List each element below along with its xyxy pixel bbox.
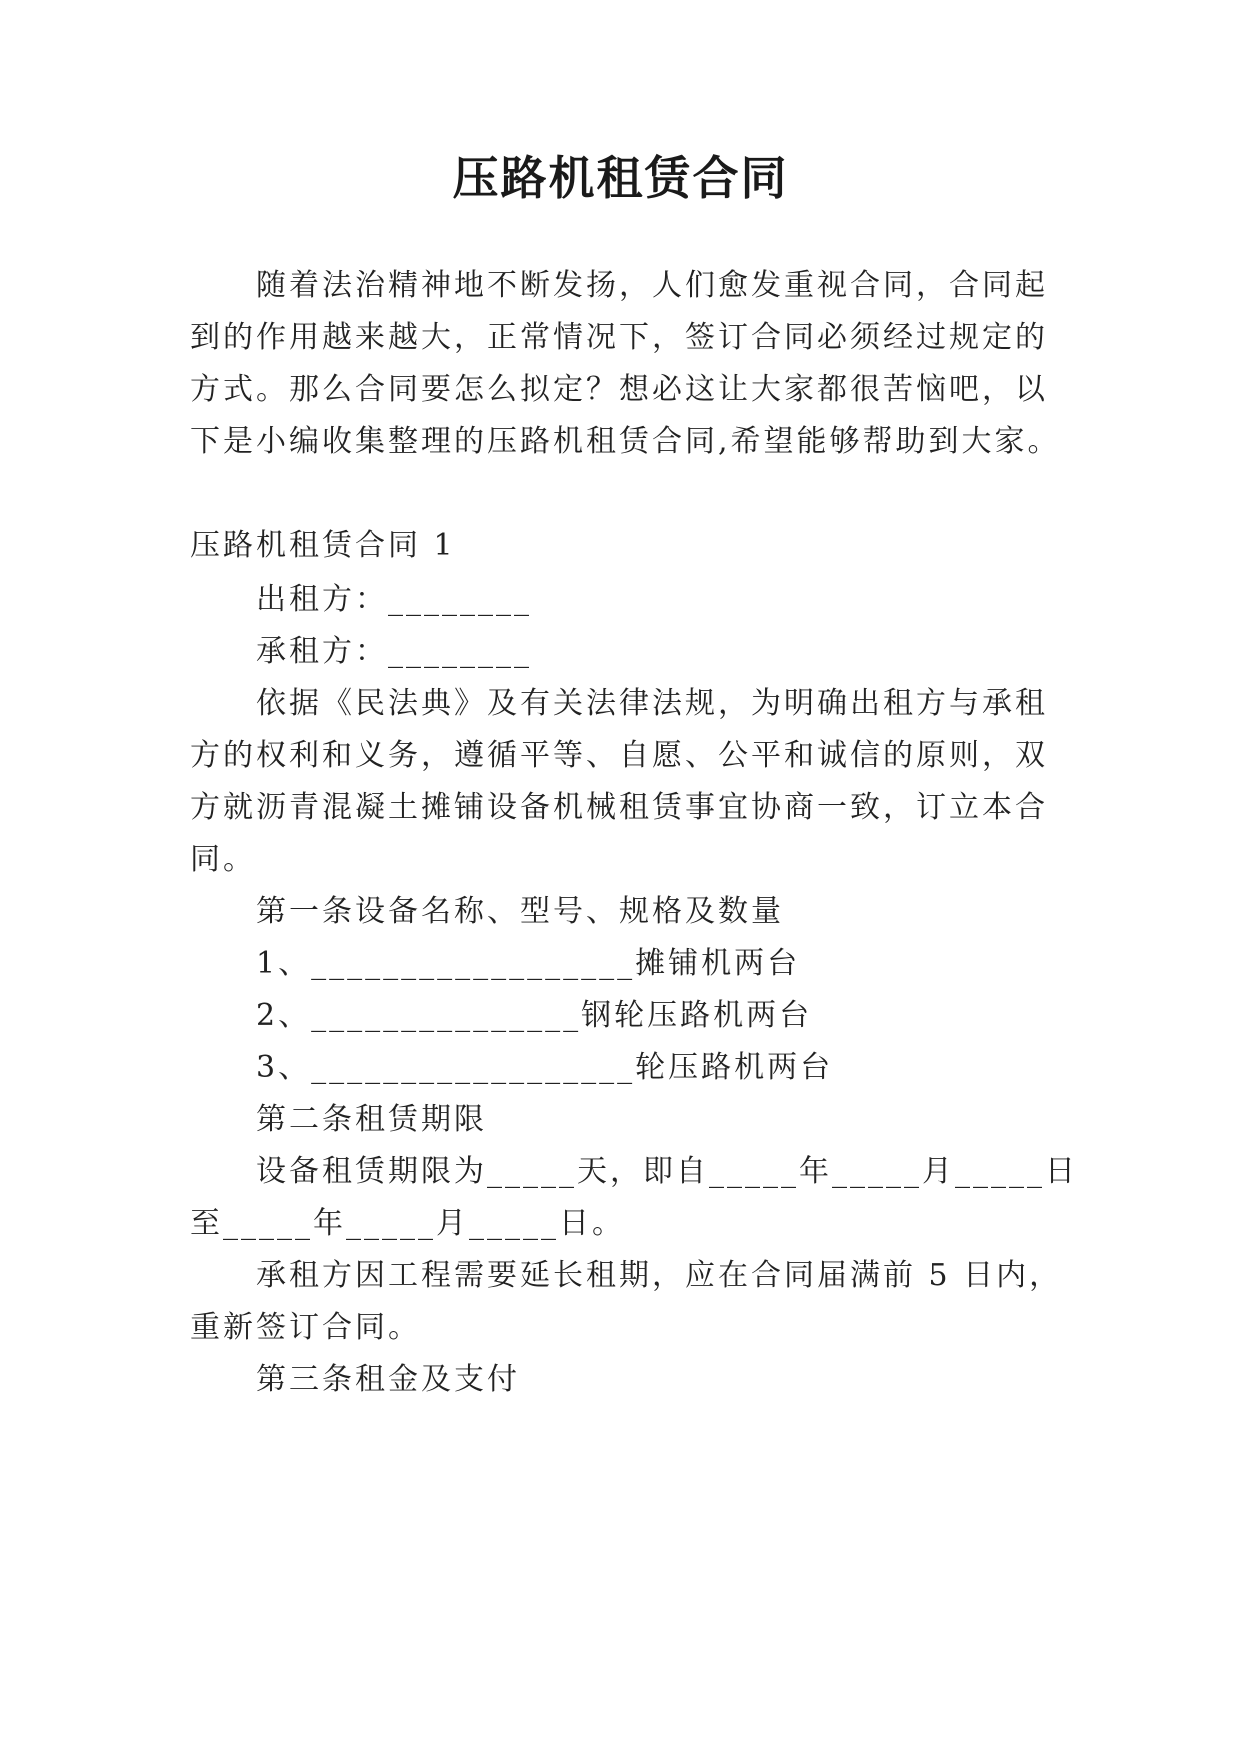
article1-item: 2、_______________钢轮压路机两台 <box>256 998 813 1033</box>
article2-extension-line: 重新签订合同。 <box>190 1310 421 1345</box>
section-heading: 压路机租赁合同 1 <box>190 528 456 563</box>
preamble-line: 方的权利和义务，遵循平等、自愿、公平和诚信的原则，双 <box>190 738 1048 773</box>
intro-line: 随着法治精神地不断发扬，人们愈发重视合同，合同起 <box>256 268 1048 303</box>
article2-heading: 第二条租赁期限 <box>256 1102 487 1137</box>
preamble-line: 方就沥青混凝土摊铺设备机械租赁事宜协商一致，订立本合 <box>190 790 1048 825</box>
article2-extension-line: 承租方因工程需要延长租期，应在合同届满前 5 日内， <box>256 1258 1063 1293</box>
preamble-line: 同。 <box>190 842 256 877</box>
article1-item: 3、__________________轮压路机两台 <box>256 1050 834 1085</box>
article3-heading: 第三条租金及支付 <box>256 1362 520 1397</box>
article1-heading: 第一条设备名称、型号、规格及数量 <box>256 894 784 929</box>
article2-period-line: 至_____年_____月_____日。 <box>190 1206 625 1241</box>
intro-line: 到的作用越来越大，正常情况下，签订合同必须经过规定的 <box>190 320 1048 355</box>
lessor-line: 出租方：________ <box>256 582 532 617</box>
preamble-line: 依据《民法典》及有关法律法规，为明确出租方与承租 <box>256 686 1048 721</box>
intro-line: 方式。那么合同要怎么拟定？想必这让大家都很苦恼吧，以 <box>190 372 1048 407</box>
document-title: 压路机租赁合同 <box>452 151 789 205</box>
article2-period-line: 设备租赁期限为_____天，即自_____年_____月_____日 <box>256 1154 1078 1189</box>
intro-line: 下是小编收集整理的压路机租赁合同,希望能够帮助到大家。 <box>190 424 1061 459</box>
article1-item: 1、__________________摊铺机两台 <box>256 946 801 981</box>
lessee-line: 承租方：________ <box>256 634 532 669</box>
